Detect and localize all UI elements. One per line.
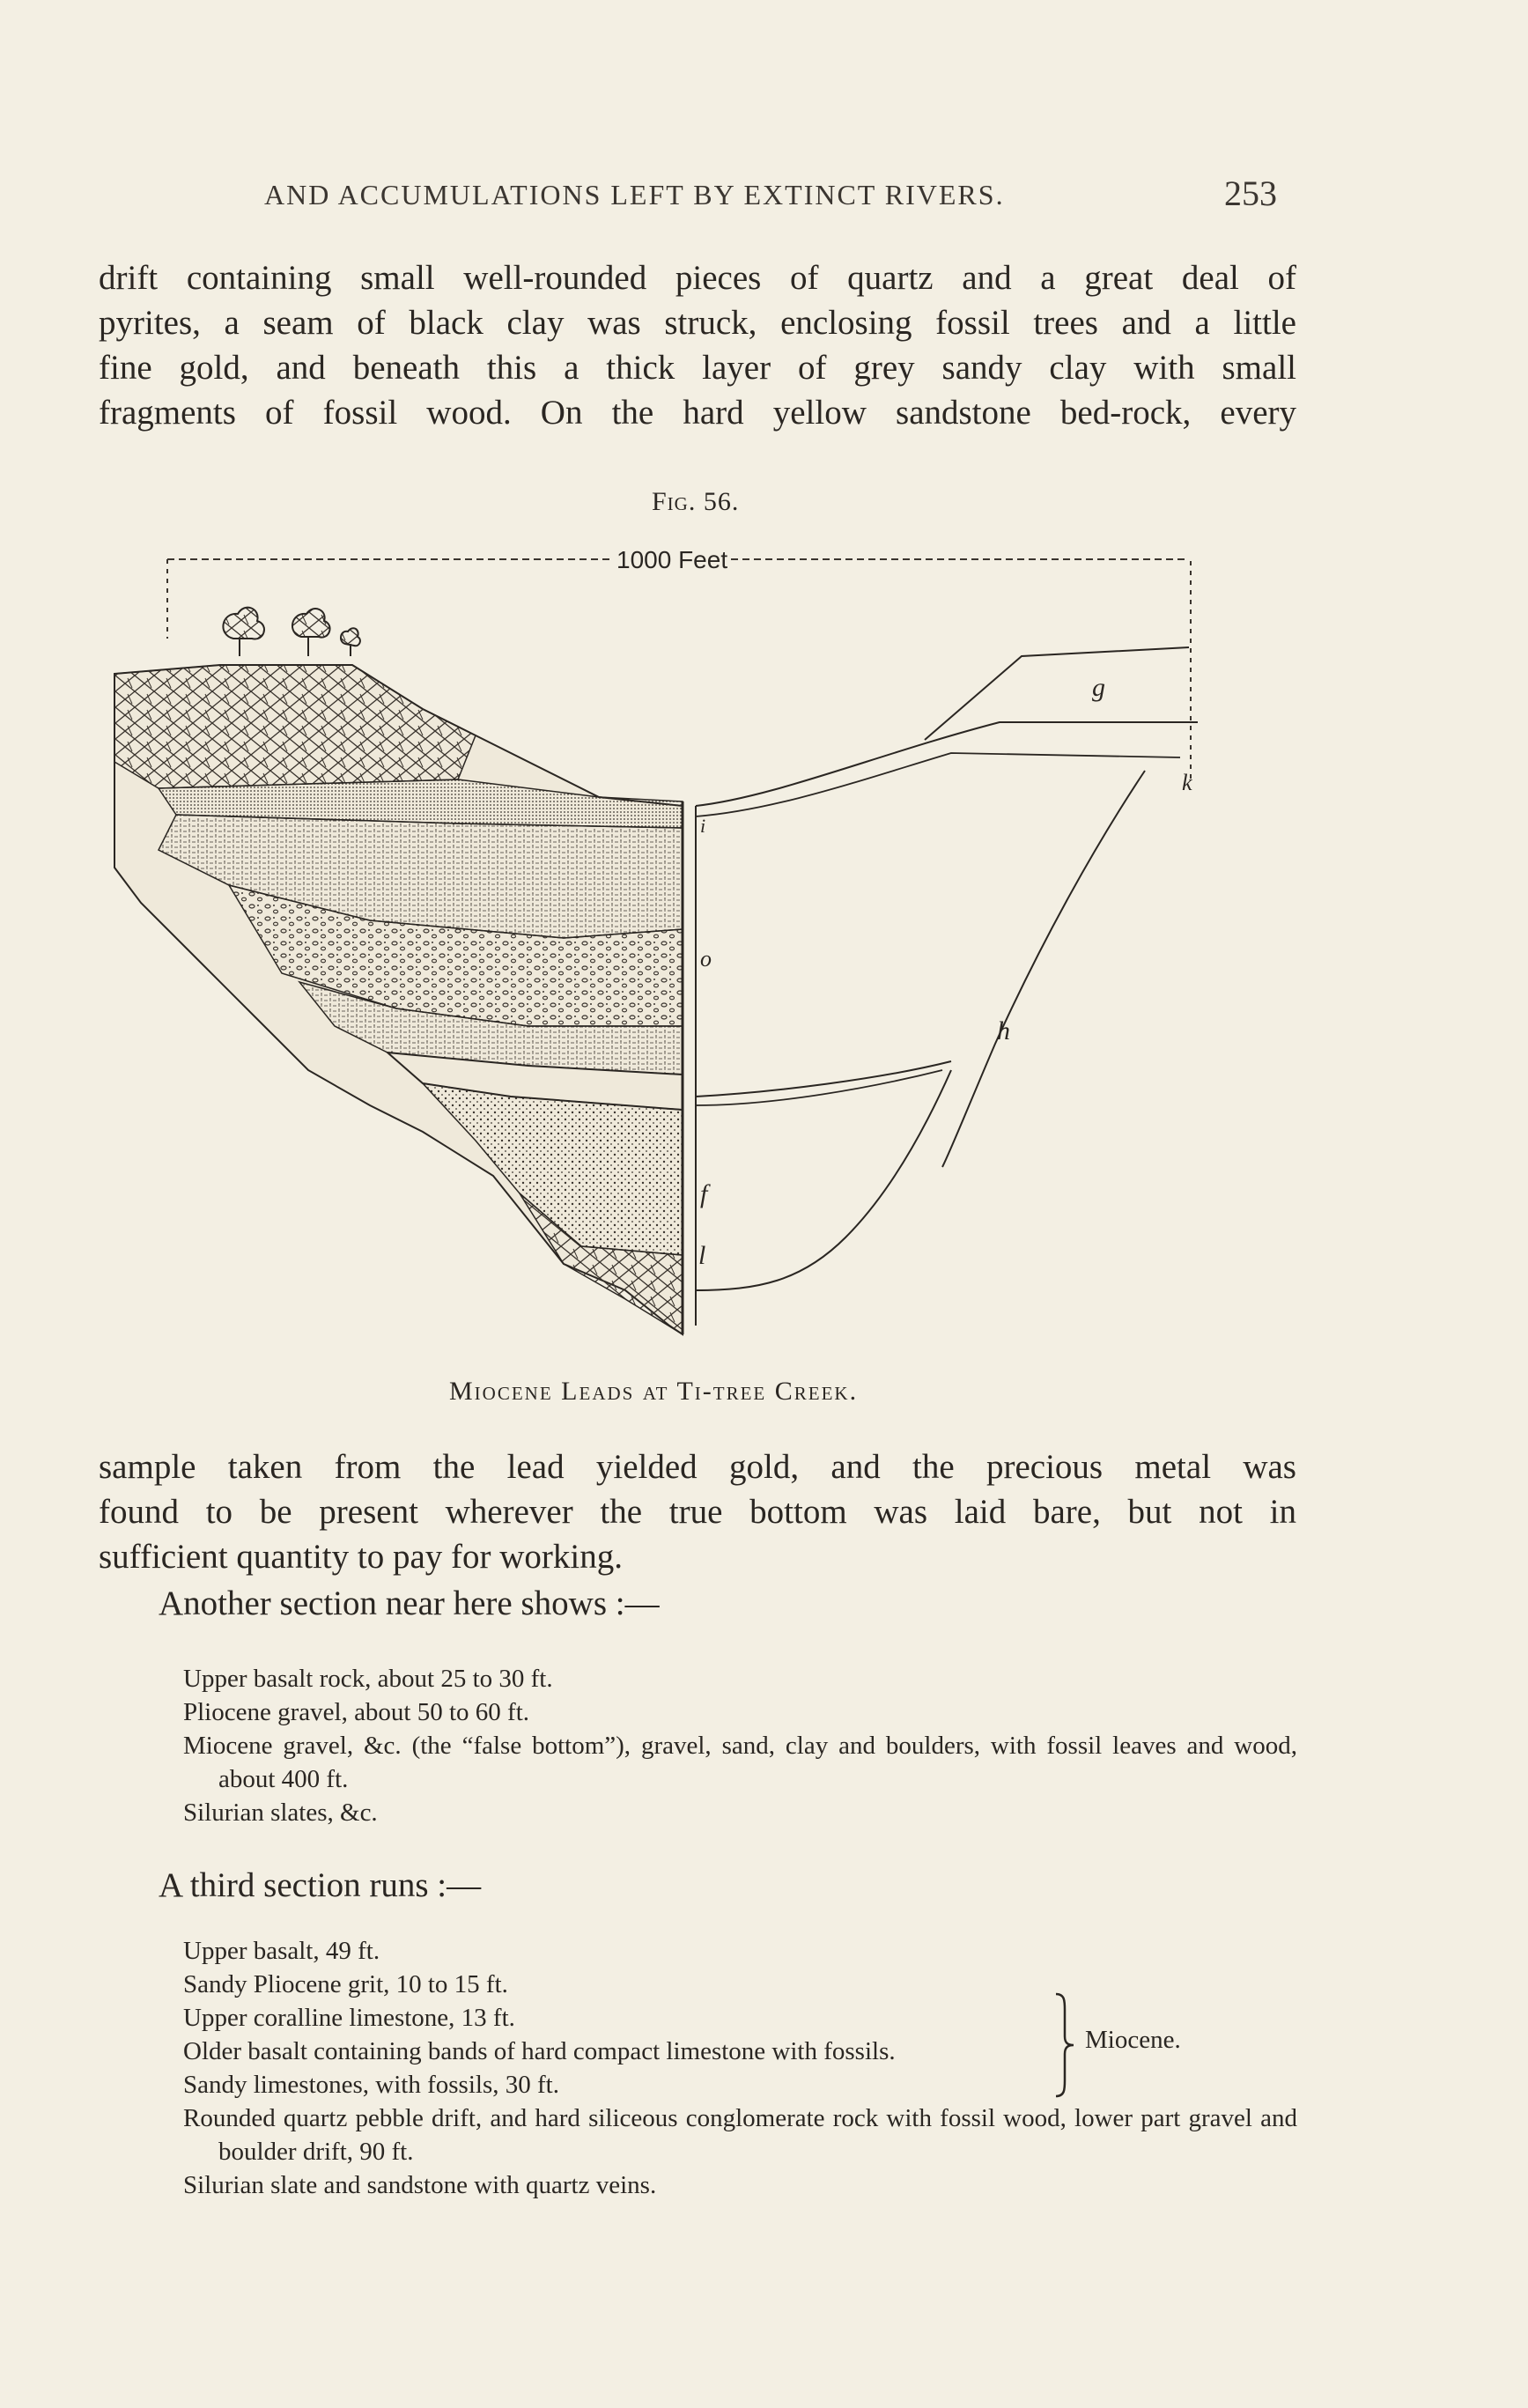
letter-g: g xyxy=(1092,673,1105,702)
after-fig-line-1: sample taken from the lead yielded gold, and the precious metal was xyxy=(99,1448,1296,1486)
second-section-item: Upper basalt rock, about 25 to 30 ft. xyxy=(183,1665,553,1693)
letter-o: o xyxy=(700,946,712,971)
letter-i: i xyxy=(700,815,706,837)
third-section-item: Sandy limestones, with fossils, 30 ft. xyxy=(183,2071,559,2099)
letter-l: l xyxy=(698,1241,706,1270)
second-section-item: Silurian slates, &c. xyxy=(183,1799,378,1827)
third-section-item: Upper coralline limestone, 13 ft. xyxy=(183,2004,515,2032)
third-section-intro: A third section runs :— xyxy=(159,1866,482,1904)
letter-f: f xyxy=(700,1179,708,1208)
figure-caption: Miocene Leads at Ti-tree Creek. xyxy=(449,1377,859,1406)
second-section-item: Pliocene gravel, about 50 to 60 ft. xyxy=(183,1698,530,1726)
intro-line-1: drift containing small well-rounded pieces of quartz and a great deal of xyxy=(99,259,1296,297)
miocene-brace xyxy=(1052,1992,1079,2098)
second-section-item: Miocene gravel, &c. (the “false bottom”), gravel, sand, clay and boulders, with fossil leaves and wood, about 400 ft. xyxy=(183,1732,1297,1793)
scale-label: 1000 Feet xyxy=(616,546,728,573)
after-fig-line-3: sufficient quantity to pay for working. xyxy=(99,1538,623,1576)
intro-line-2: pyrites, a seam of black clay was struck, enclosing fossil trees and a little xyxy=(99,304,1296,342)
running-title: AND ACCUMULATIONS LEFT BY EXTINCT RIVERS. xyxy=(264,179,1005,211)
third-section-item: Rounded quartz pebble drift, and hard siliceous conglomerate rock with fossil wood, lower part gravel and boulder drift, 90 ft. xyxy=(183,2104,1297,2166)
figure-label: Fig. 56. xyxy=(652,487,740,516)
geological-section-figure xyxy=(106,533,1286,1361)
second-section-intro: Another section near here shows :— xyxy=(159,1584,660,1622)
after-fig-line-2: found to be present wherever the true bottom was laid bare, but not in xyxy=(99,1493,1296,1531)
third-section-item: Upper basalt, 49 ft. xyxy=(183,1937,380,1965)
third-section-item: Older basalt containing bands of hard compact limestone with fossils. xyxy=(183,2037,896,2065)
third-section-item: Silurian slate and sandstone with quartz veins. xyxy=(183,2171,657,2199)
letter-h: h xyxy=(997,1016,1010,1045)
tree-icons xyxy=(223,608,360,656)
third-section-item: Sandy Pliocene grit, 10 to 15 ft. xyxy=(183,1970,508,1998)
page-number: 253 xyxy=(1224,174,1277,213)
upper-basalt-layer xyxy=(114,665,476,788)
letter-k: k xyxy=(1182,770,1192,795)
miocene-label: Miocene. xyxy=(1085,2026,1181,2054)
second-section-list xyxy=(183,1662,1297,1829)
third-section-list xyxy=(183,1934,1297,2202)
layer-g-outline xyxy=(925,647,1189,740)
intro-line-3: fine gold, and beneath this a thick layer of grey sandy clay with small xyxy=(99,349,1296,387)
intro-line-4: fragments of fossil wood. On the hard yellow sandstone bed-rock, every xyxy=(99,394,1296,432)
